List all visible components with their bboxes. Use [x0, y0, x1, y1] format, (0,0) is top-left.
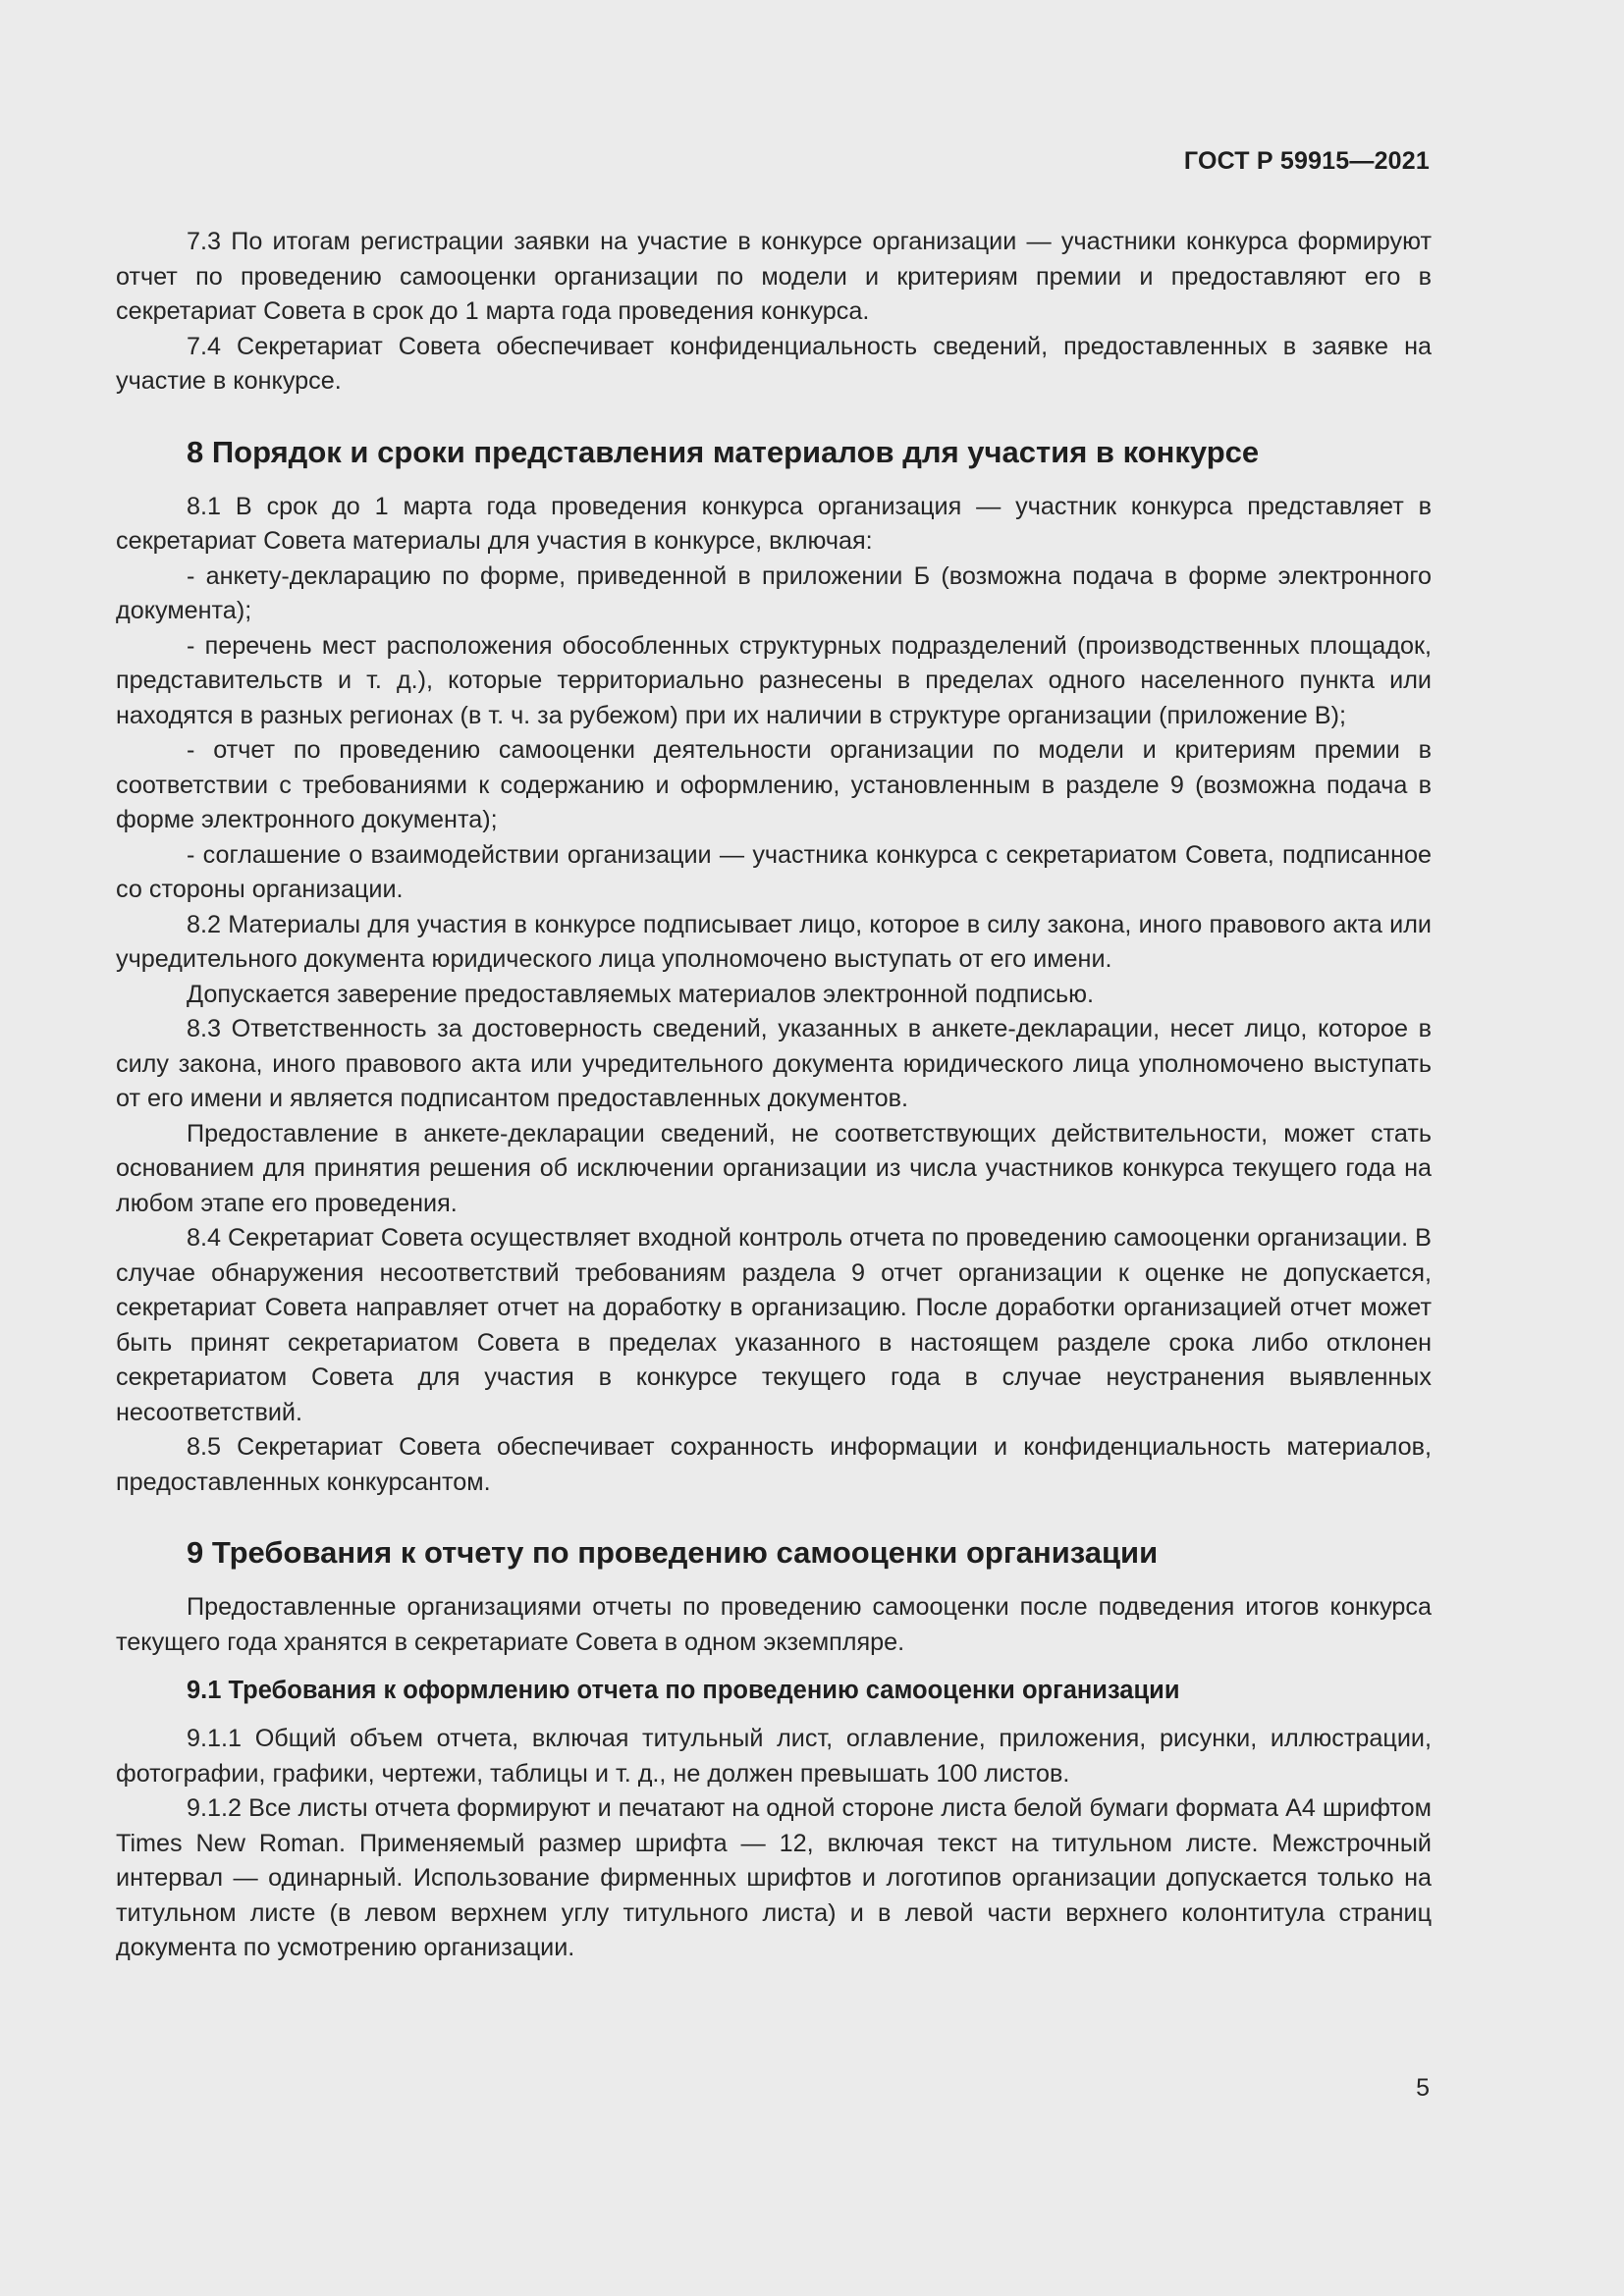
paragraph-9-1-2: 9.1.2 Все листы отчета формируют и печатают на одной стороне листа белой бумаги формата А4 шрифтом Times New Roman. Применяемый размер шрифта — 12, включая текст на титульном листе. Межстрочный интервал — одинарный. Использование фирменных шрифтов и логотипов организации допускается только на титульном листе (в левом верхнем углу титульного листа) и в левой части верхнего колонтитула страниц документа по усмотрению организации. — [116, 1794, 1432, 1961]
paragraph-9-1-1: 9.1.1 Общий объем отчета, включая титульный лист, оглавление, приложения, рисунки, иллюстрации, фотографии, графики, чертежи, таблицы и т. д., не должен превышать 100 листов. — [116, 1725, 1432, 1788]
paragraph-7-4: 7.4 Секретариат Совета обеспечивает конфиденциальность сведений, предоставленных в заявке на участие в конкурсе. — [116, 332, 1432, 395]
page-number: 5 — [1416, 2074, 1430, 2102]
paragraph-8-3: 8.3 Ответственность за достоверность сведений, указанных в анкете-декларации, несет лицо, которое в силу закона, иного правового акта или учредительного документа юридического лица уполномочено выступать от его имени и является подписантом предоставленных документов. — [116, 1015, 1432, 1112]
subsection-9-1-title: 9.1 Требования к оформлению отчета по проведению самооценки организации — [187, 1677, 1180, 1704]
paragraph-9-intro: Предоставленные организациями отчеты по проведению самооценки после подведения итогов конкурса текущего года хранятся в секретариате Совета в одном экземпляре. — [116, 1593, 1432, 1656]
document-code-header: ГОСТ Р 59915—2021 — [1183, 147, 1430, 175]
paragraph-8-2: 8.2 Материалы для участия в конкурсе подписывает лицо, которое в силу закона, иного правового акта или учредительного документа юридического лица уполномочено выступать от его имени. — [116, 910, 1432, 973]
section-8-title: 8 Порядок и сроки представления материалов для участия в конкурсе — [187, 434, 1260, 469]
section-9-title: 9 Требования к отчету по проведению самооценки организации — [187, 1535, 1159, 1570]
paragraph-8-2-note: Допускается заверение предоставляемых материалов электронной подписью. — [187, 980, 1094, 1008]
paragraph-7-3: 7.3 По итогам регистрации заявки на участие в конкурсе организации — участники конкурса формируют отчет по проведению самооценки организации по модели и критериям премии и предоставляют его в секретариат Совета в срок до 1 марта года проведения конкурса. — [116, 228, 1432, 325]
paragraph-8-4: 8.4 Секретариат Совета осуществляет входной контроль отчета по проведению самооценки организации. В случае обнаружения несоответствий требованиям раздела 9 отчет организации к оценке не допускается, секретариат Совета направляет отчет на доработку в организацию. После доработки организацией отчет может быть принят секретариатом Совета в пределах указанного в настоящем разделе срока либо отклонен секретариатом Совета для участия в конкурсе текущего года в случае неустранения выявленных несоответствий. — [116, 1224, 1432, 1426]
list-item-8-1-b: - перечень мест расположения обособленных структурных подразделений (производственных площадок, представительств и т. д.), которые территориально разнесены в пределах одного населенного пункта или находятся в разных регионах (в т. ч. за рубежом) при их наличии в структуре организации (приложение В); — [116, 631, 1432, 729]
paragraph-8-1: 8.1 В срок до 1 марта года проведения конкурса организация — участник конкурса представляет в секретариат Совета материалы для участия в конкурсе, включая: — [116, 492, 1432, 555]
list-item-8-1-c: - отчет по проведению самооценки деятельности организации по модели и критериям премии в соответствии с требованиями к содержанию и оформлению, установленным в разделе 9 (возможна подача в форме электронного документа); — [116, 736, 1432, 833]
paragraph-8-5: 8.5 Секретариат Совета обеспечивает сохранность информации и конфиденциальность материалов, предоставленных конкурсантом. — [116, 1433, 1432, 1496]
list-item-8-1-a: - анкету-декларацию по форме, приведенной в приложении Б (возможна подача в форме электронного документа); — [116, 561, 1432, 624]
page-content — [116, 225, 1432, 1966]
paragraph-8-3-note: Предоставление в анкете-декларации сведений, не соответствующих действительности, может стать основанием для принятия решения об исключении организации из числа участников конкурса текущего года на любом этапе его проведения. — [116, 1119, 1432, 1217]
list-item-8-1-d: - соглашение о взаимодействии организации — участника конкурса с секретариатом Совета, подписанное со стороны организации. — [116, 840, 1432, 903]
